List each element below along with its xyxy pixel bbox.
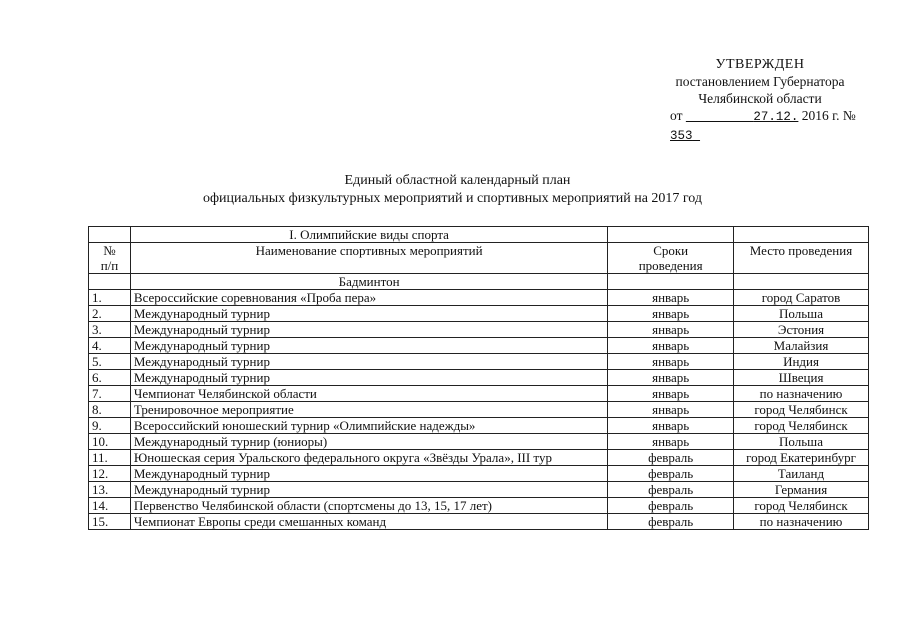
document-title [0, 172, 905, 208]
row-number: 11. [89, 450, 131, 466]
table-row [89, 306, 869, 322]
table-row [89, 418, 869, 434]
approval-year: 2016 г. [801, 108, 840, 123]
event-name: Юношеская серия Уральского федерального округа «Звёзды Урала», III тур [130, 450, 607, 466]
event-term: февраль [608, 498, 734, 514]
table-row [89, 466, 869, 482]
event-name: Международный турнир [130, 370, 607, 386]
header-term: Сроки проведения [608, 243, 734, 274]
row-number: 4. [89, 338, 131, 354]
event-term: январь [608, 434, 734, 450]
table-row [89, 322, 869, 338]
event-place: Польша [734, 306, 869, 322]
event-place: по назначению [734, 386, 869, 402]
event-name: Всероссийский юношеский турнир «Олимпийские надежды» [130, 418, 607, 434]
event-place: город Челябинск [734, 418, 869, 434]
event-term: январь [608, 306, 734, 322]
title-line-1: Единый областной календарный план [344, 173, 571, 188]
header-place: Место проведения [734, 243, 869, 274]
events-table [88, 226, 869, 530]
event-place: Швеция [734, 370, 869, 386]
event-term: февраль [608, 466, 734, 482]
row-number: 1. [89, 290, 131, 306]
event-term: февраль [608, 514, 734, 530]
row-number: 6. [89, 370, 131, 386]
event-term: февраль [608, 450, 734, 466]
header-row [89, 243, 869, 274]
event-name: Международный турнир [130, 306, 607, 322]
event-term: январь [608, 418, 734, 434]
event-name: Международный турнир [130, 354, 607, 370]
event-place: по назначению [734, 514, 869, 530]
approval-line-1: постановлением Губернатора [675, 74, 845, 89]
table-row [89, 338, 869, 354]
table-row [89, 498, 869, 514]
row-number: 8. [89, 402, 131, 418]
table-row [89, 370, 869, 386]
event-place: город Челябинск [734, 498, 869, 514]
table-row [89, 290, 869, 306]
table-row [89, 434, 869, 450]
event-term: январь [608, 290, 734, 306]
table-row [89, 450, 869, 466]
date-prefix: от [670, 108, 683, 123]
approval-date: 27.12. [753, 110, 799, 124]
row-number: 10. [89, 434, 131, 450]
event-term: январь [608, 402, 734, 418]
approval-block [640, 56, 880, 145]
event-name: Всероссийские соревнования «Проба пера» [130, 290, 607, 306]
event-term: январь [608, 386, 734, 402]
approval-number: 353 [670, 129, 693, 143]
row-number: 5. [89, 354, 131, 370]
event-name: Первенство Челябинской области (спортсмены до 13, 15, 17 лет) [130, 498, 607, 514]
event-place: город Саратов [734, 290, 869, 306]
approval-line-2: Челябинской области [698, 91, 822, 106]
event-place: Германия [734, 482, 869, 498]
event-place: город Екатеринбург [734, 450, 869, 466]
approval-date-line [640, 107, 880, 145]
number-sign: № [842, 108, 856, 123]
table-row [89, 354, 869, 370]
row-number: 12. [89, 466, 131, 482]
event-term: февраль [608, 482, 734, 498]
event-term: январь [608, 370, 734, 386]
table-row [89, 402, 869, 418]
event-term: январь [608, 322, 734, 338]
event-place: Таиланд [734, 466, 869, 482]
row-number: 3. [89, 322, 131, 338]
event-name: Чемпионат Челябинской области [130, 386, 607, 402]
row-number: 13. [89, 482, 131, 498]
event-name: Международный турнир [130, 482, 607, 498]
event-name: Тренировочное мероприятие [130, 402, 607, 418]
section-title: I. Олимпийские виды спорта [130, 227, 607, 243]
title-line-2: официальных физкультурных мероприятий и спортивных мероприятий на 2017 год [202, 191, 703, 206]
approval-heading: УТВЕРЖДЕН [715, 57, 805, 72]
row-number: 2. [89, 306, 131, 322]
event-name: Международный турнир (юниоры) [130, 434, 607, 450]
event-term: январь [608, 354, 734, 370]
row-number: 14. [89, 498, 131, 514]
event-place: Польша [734, 434, 869, 450]
row-number: 9. [89, 418, 131, 434]
row-number: 15. [89, 514, 131, 530]
table-row [89, 482, 869, 498]
event-place: Индия [734, 354, 869, 370]
event-name: Международный турнир [130, 322, 607, 338]
event-name: Чемпионат Европы среди смешанных команд [130, 514, 607, 530]
event-place: город Челябинск [734, 402, 869, 418]
event-name: Международный турнир [130, 466, 607, 482]
sport-name: Бадминтон [130, 274, 607, 290]
header-num: № п/п [89, 243, 131, 274]
table-row [89, 386, 869, 402]
event-term: январь [608, 338, 734, 354]
row-number: 7. [89, 386, 131, 402]
sport-row [89, 274, 869, 290]
header-name: Наименование спортивных мероприятий [130, 243, 607, 274]
event-name: Международный турнир [130, 338, 607, 354]
table-row [89, 514, 869, 530]
event-place: Малайзия [734, 338, 869, 354]
section-row [89, 227, 869, 243]
event-place: Эстония [734, 322, 869, 338]
